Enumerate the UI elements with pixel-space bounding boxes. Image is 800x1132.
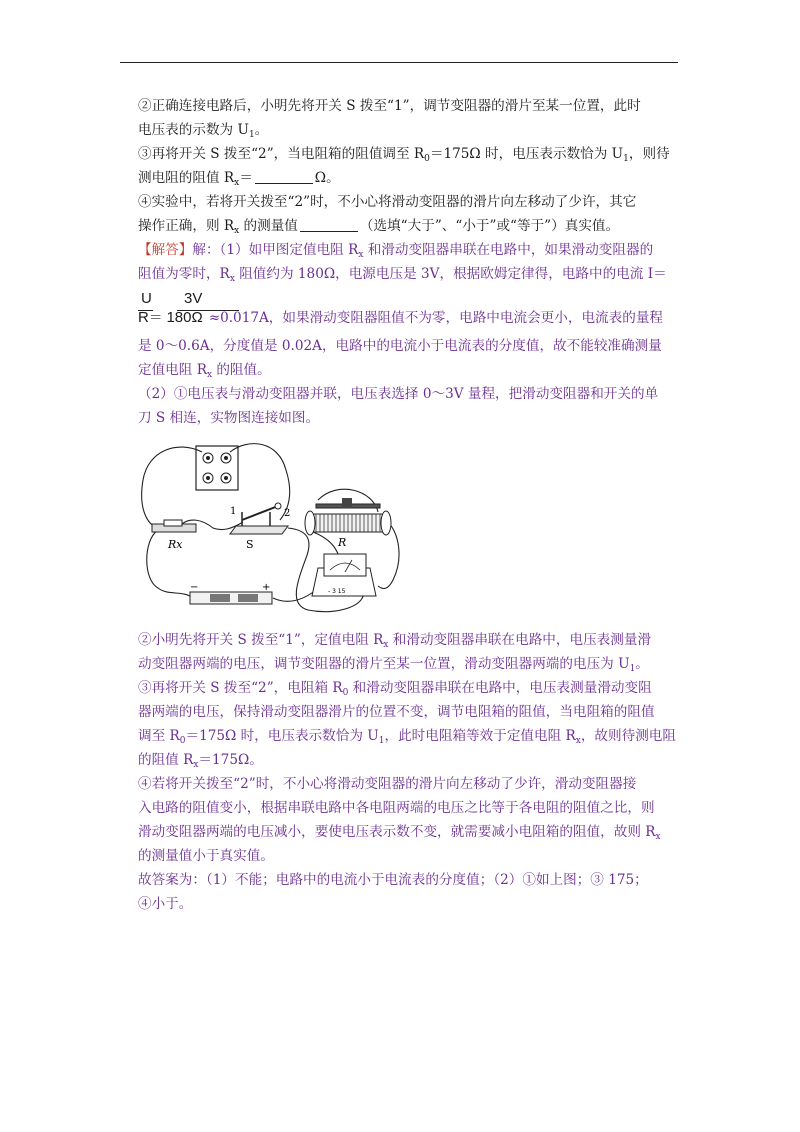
label-rx: Rx	[168, 538, 183, 551]
resistor-rx	[152, 520, 196, 551]
ammeter-box	[196, 446, 238, 490]
battery	[190, 582, 272, 604]
question-step3-line1: ③再将开关 S 拨至“2”，当电阻箱的阻值调至 $R_0=175\Omega$ 时，电压表示数恰为 $U_1$，则待	[138, 146, 670, 164]
answer-blank	[300, 217, 358, 232]
label-1: 1	[230, 506, 237, 517]
label-minus: −	[190, 582, 199, 593]
fraction-numerator-u: U	[141, 290, 152, 307]
answer-part2	[138, 628, 688, 916]
answer-p5-line3: 滑动变阻器两端的电压减小，要使电压表示数不变，就需要减小电阻箱的阻值，故则 $R_x$	[138, 824, 661, 842]
answer-p5-line2: 入电路的阻值变小，根据串联电路中各电阻两端的电压之比等于各电阻的阻值之比，则	[138, 800, 655, 816]
answer-p5-line4: 的测量值小于真实值。	[138, 848, 274, 864]
fraction-denominator-r: R	[138, 309, 149, 326]
answer-tag: 【解答】	[138, 242, 193, 258]
label-r: R	[338, 536, 347, 549]
answer-p3-line1: ②小明先将开关 S 拨至“1”，定值电阻 $R_x$ 和滑动变阻器串联在电路中，电压表测量滑	[138, 632, 652, 650]
answer-part1-cont	[138, 334, 688, 430]
answer-line1: 【解答】解：（1）如甲图定值电阻 $R_x$ 和滑动变阻器串联在电路中，如果滑动变阻器的	[138, 242, 654, 260]
question-step4-line2: 操作正确，则 $R_x$ 的测量值 （选填“大于”、“小于”或“等于”）真实值。	[138, 218, 620, 236]
answer-p3-line2: 动变阻器两端的电压，调节变阻器的滑片至某一位置，滑动变阻器两端的电压为 $U_1$。	[138, 656, 649, 674]
answer-blank	[255, 169, 313, 184]
label-2: 2	[284, 508, 291, 519]
fraction-denominator-180: 180Ω	[166, 309, 203, 326]
answer-line4: 是 0～0.6A，分度值是 0.02A，电路中的电流小于电流表的分度值，故不能较准确测量	[138, 338, 662, 354]
question-step2-line1: ②正确连接电路后，小明先将开关 S 拨至“1”，调节变阻器的滑片至某一位置，此时	[138, 98, 641, 114]
answer-p4-line3: 调至 $R_0=175\Omega$ 时，电压表示数恰为 $U_1$，此时电阻箱等效于定值电阻 $R_x$，故则待测电阻	[138, 728, 676, 746]
question-steps	[138, 94, 688, 238]
voltmeter	[312, 554, 376, 596]
answer-part1	[138, 238, 688, 286]
meter-scale: - 3 15	[328, 588, 346, 595]
question-step2-line2: 电压表的示数为 $U_1$。	[138, 122, 269, 140]
circuit-diagram	[138, 440, 408, 615]
answer-p5-line1: ④若将开关拨至“2”时，不小心将滑动变阻器的滑片向左移动了少许，滑动变阻器接	[138, 776, 637, 792]
answer-p4-line4: 的阻值 $R_x=175\Omega$。	[138, 752, 263, 770]
header-rule	[120, 62, 678, 63]
answer-line3: R＝ 180Ω ≈0.017A，如果滑动变阻器阻值不为零，电路中电流会更小，电流表的量程	[138, 309, 664, 326]
question-step4-line1: ④实验中，若将开关拨至“2”时，不小心将滑动变阻器的滑片向左移动了少许，其它	[138, 194, 637, 210]
final-answer-line2: ④小于。	[138, 896, 193, 912]
answer-line2: 阻值为零时，$R_x$ 阻值约为 180Ω，电源电压是 3V，根据欧姆定律得，电路中的电流 I＝	[138, 266, 667, 284]
answer-line5: 定值电阻 $R_x$ 的阻值。	[138, 362, 271, 380]
label-s: S	[246, 538, 254, 551]
rheostat-r	[305, 498, 391, 549]
answer-p4-line1: ③再将开关 S 拨至“2”，电阻箱 $R_0$ 和滑动变阻器串联在电路中，电压表测量滑动变阻	[138, 680, 652, 698]
answer-p4-line2: 器两端的电压，保持滑动变阻器滑片的位置不变，调节电阻箱的阻值，当电阻箱的阻值	[138, 704, 655, 720]
question-step3-line2: 测电阻的阻值 $R_x= \Omega$。	[138, 170, 340, 188]
switch-s	[230, 503, 290, 551]
label-plus: +	[262, 582, 271, 593]
final-answer-line1: 故答案为：（1）不能；电路中的电流小于电流表的分度值；（2）①如上图；③ 175；	[138, 872, 648, 888]
fraction-numerator-3v: 3V	[184, 290, 203, 307]
answer-line7: 刀 S 相连，实物图连接如图。	[138, 410, 320, 426]
answer-line6: （2）①电压表与滑动变阻器并联，电压表选择 0～3V 量程，把滑动变阻器和开关的单	[138, 386, 659, 402]
